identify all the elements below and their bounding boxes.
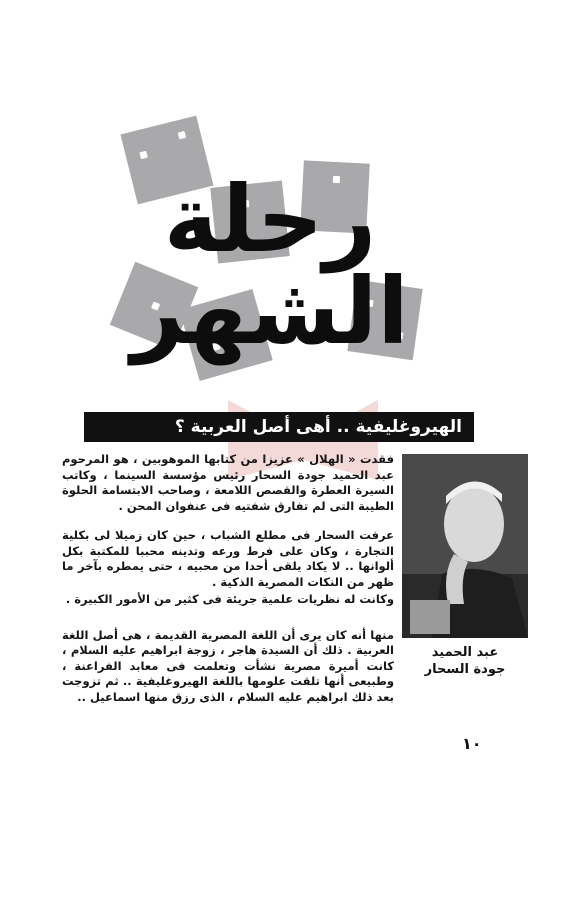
paragraph-2: عرفت السحار فى مطلع الشباب ، حين كان زميلا لى بكلية التجارة ، وكان على فرط ورعه وتدينه محببا للمكتبة بكل ألوانها .. لا يكاد يلقى أحدا من محبيه ، حتى يمطره بآخر ما ظهر من النكات المصرية الذكية . <box>62 528 394 589</box>
card-dot <box>139 151 147 159</box>
card-dot <box>178 131 186 139</box>
portrait-illustration <box>402 454 528 638</box>
article-body <box>62 452 394 719</box>
author-photo <box>402 454 528 638</box>
paragraph-1: فقدت « الهلال » عزيزا من كتابها الموهوبين ، هو المرحوم عبد الحميد جودة السحار رئيس مؤسسة السينما ، وكاتب السيرة العطرة والقصص اللامعة ، وصاحب الابتسامة الحلوة الطيبة التى لم تفارق شفتيه فى عنفوان المحن . <box>62 452 394 513</box>
page-number: ١٠ <box>462 734 482 753</box>
title-line-1: رحلة <box>163 166 377 273</box>
paragraph-4: منها أنه كان يرى أن اللغة المصرية القديمة ، هى أصل اللغة العربية . ذلك أن السيدة هاجر ، زوجة ابراهيم عليه السلام ، كانت أميرة مصرية نشأت وتعلمت فى معابد الفراعنة ، وطبيعى أنها تلقت علومها باللغة الهيروغليفية .. ثم تزوجت بعد ذلك ابراهيم عليه السلام ، الذى رزق منها اسماعيل .. <box>62 627 394 704</box>
title-line-2: الشهر <box>131 258 409 365</box>
photo-caption <box>402 644 528 678</box>
article-subheading: الهيروغليفية .. أهى أصل العربية ؟ <box>84 412 474 442</box>
paragraph-3: وكانت له نظريات علمية جريئة فى كثير من الأمور الكبيرة . <box>65 592 394 606</box>
caption-line-1: عبد الحميد <box>431 645 499 660</box>
caption-line-2: جودة السحار <box>424 662 506 677</box>
